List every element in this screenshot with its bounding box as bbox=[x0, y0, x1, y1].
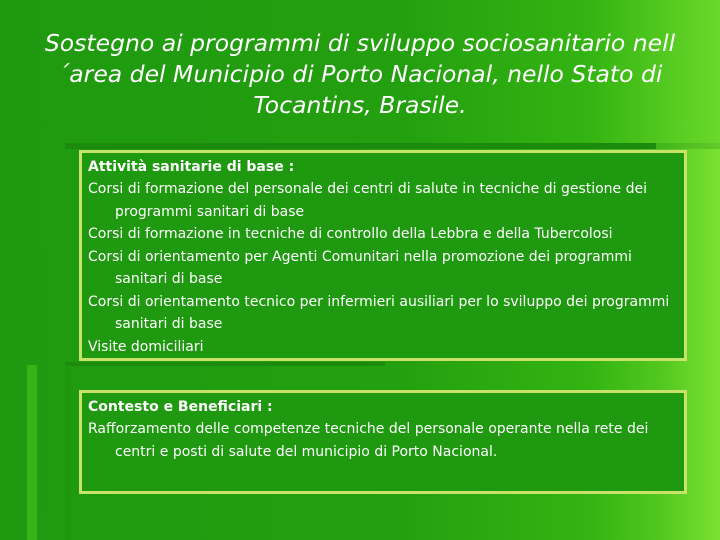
context-beneficiaries-box bbox=[79, 390, 687, 494]
decorative-stripe-mid bbox=[65, 362, 385, 366]
decorative-stripe-left-inner bbox=[65, 365, 70, 540]
health-activities-heading: Attività sanitarie di base : bbox=[88, 159, 295, 175]
decorative-stripe-top bbox=[65, 143, 720, 149]
list-item: Corsi di formazione in tecniche di controllo della Lebbra e della Tubercolosi bbox=[88, 226, 613, 242]
list-item: Rafforzamento delle competenze tecniche del personale operante nella rete dei centri e posti di salute del municipio di Porto Nacional. bbox=[88, 421, 649, 460]
slide-title: Sostegno ai programmi di sviluppo sociosanitario nell´area del Municipio di Porto Nacional, nello Stato di Tocantins, Brasile. bbox=[44, 29, 676, 119]
context-beneficiaries-heading: Contesto e Beneficiari : bbox=[88, 399, 273, 415]
list-item: Corsi di formazione del personale dei centri di salute in tecniche di gestione dei programmi sanitari di base bbox=[88, 181, 648, 220]
list-item: Visite domiciliari bbox=[88, 338, 204, 355]
health-activities-box bbox=[79, 150, 687, 361]
list-item: Corsi di orientamento per Agenti Comunitari nella promozione dei programmi sanitari di base bbox=[88, 248, 632, 287]
list-item: Corsi di orientamento tecnico per infermieri ausiliari per lo sviluppo dei programmi sanitari di base bbox=[88, 293, 670, 332]
decorative-stripe-left bbox=[27, 365, 37, 540]
